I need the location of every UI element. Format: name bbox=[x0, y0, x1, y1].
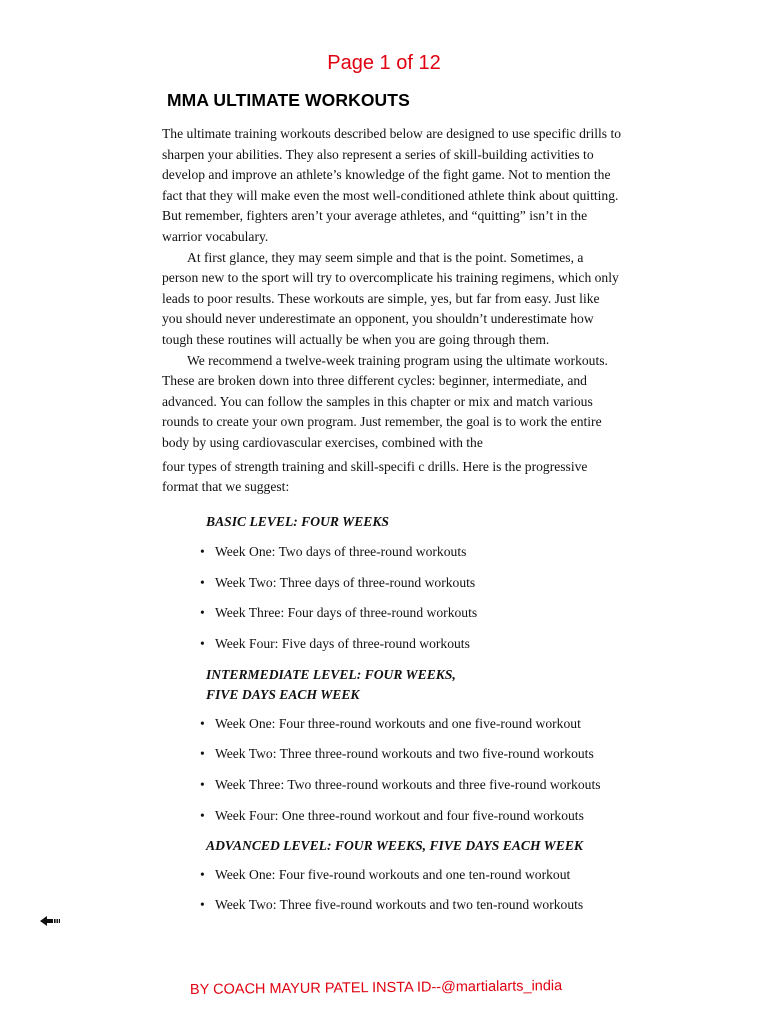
advanced-level-list bbox=[162, 865, 622, 916]
list-item: • Week Two: Three days of three-round workouts bbox=[162, 573, 622, 594]
footer-credit: BY COACH MAYUR PATEL INSTA ID--@martialarts_india bbox=[189, 978, 563, 998]
intro-paragraph-4: four types of strength training and skill-specifi c drills. Here is the progressive format that we suggest: bbox=[162, 458, 588, 495]
intermediate-level-heading bbox=[162, 665, 622, 706]
list-item: • Week One: Four three-round workouts and one five-round workout bbox=[162, 714, 622, 735]
intro-paragraph-2: At first glance, they may seem simple and that is the point. Sometimes, a person new to the sport will try to overcomplicate his training regimens, which only leads to poor results. These workouts are simple, yes, but far from easy. Just like you should never underestimate an opponent, you shouldn’t underestimate how tough these routines will actually be when you are going through them. bbox=[162, 249, 619, 347]
basic-level-list bbox=[162, 542, 622, 654]
list-item: • Week Two: Three three-round workouts and two five-round workouts bbox=[162, 744, 622, 765]
list-item: • Week One: Four five-round workouts and one ten-round workout bbox=[162, 865, 622, 886]
document-title: MMA ULTIMATE WORKOUTS bbox=[167, 90, 410, 110]
basic-level-heading: BASIC LEVEL: FOUR WEEKS bbox=[206, 513, 389, 529]
advanced-level-heading: ADVANCED LEVEL: FOUR WEEKS, FIVE DAYS EACH WEEK bbox=[206, 838, 583, 854]
list-item: • Week Three: Four days of three-round workouts bbox=[162, 603, 622, 624]
list-item: • Week Four: One three-round workout and four five-round workouts bbox=[162, 806, 622, 827]
intermediate-level-list bbox=[162, 714, 622, 826]
list-item: • Week Two: Three five-round workouts and two ten-round workouts bbox=[162, 895, 622, 916]
list-item: • Week Four: Five days of three-round workouts bbox=[162, 634, 622, 655]
intermediate-heading-line-2: FIVE DAYS EACH WEEK bbox=[206, 687, 360, 703]
intro-paragraph-3: We recommend a twelve-week training program using the ultimate workouts. These are broken down into three different cycles: beginner, intermediate, and advanced. You can follow the samples in this chapter or mix and match various rounds to create your own program. Just remember, the goal is to work the entire body by using cardiovascular exercises, combined with the bbox=[162, 352, 608, 450]
intermediate-heading-line-1: INTERMEDIATE LEVEL: FOUR WEEKS, bbox=[206, 666, 456, 682]
list-item: • Week Three: Two three-round workouts and three five-round workouts bbox=[162, 775, 622, 796]
document-body bbox=[162, 124, 622, 926]
page-indicator: Page 1 of 12 bbox=[327, 52, 441, 74]
back-arrow-icon[interactable] bbox=[38, 914, 62, 928]
list-item: • Week One: Two days of three-round workouts bbox=[162, 542, 622, 563]
intro-paragraph-1: The ultimate training workouts described below are designed to use specific drills to sharpen your abilities. They also represent a series of skill-building activities to develop and improve an athlete’s knowledge of the fight game. Not to mention the fact that they will make even the most well-conditioned athlete think about quitting. But remember, fighters aren’t your average athletes, and “quitting” isn’t in the warrior vocabulary. bbox=[162, 126, 622, 244]
